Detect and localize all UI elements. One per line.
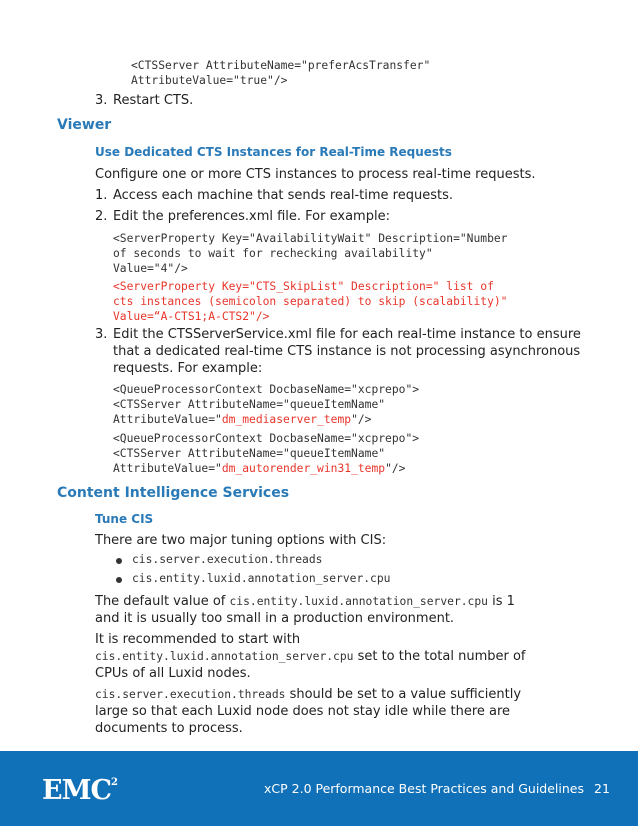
step-number: 2. [95,209,108,224]
bullet-icon [116,558,122,564]
text: should be set to a value sufficiently [285,687,522,702]
code-line-highlight: <ServerProperty Key="CTS_SkipList" Description=" list of [113,280,494,293]
section-heading-viewer: Viewer [57,117,112,133]
code-value-highlight: dm_mediaserver_temp [221,413,352,426]
code-line: <CTSServer AttributeName="queueItemName" [113,447,386,460]
code-line: <QueueProcessorContext DocbaseName="xcprepo"> [113,383,420,396]
text: is 1 [487,594,515,609]
code-line: Value="4"/> [113,262,188,275]
subsection-heading: Tune CIS [95,512,154,526]
page-number: 21 [594,781,610,796]
inline-code: cis.entity.luxid.annotation_server.cpu [95,650,354,663]
code-line: <QueueProcessorContext DocbaseName="xcprepo"> [113,432,420,445]
step-text: Edit the CTSServerService.xml file for each real-time instance to ensure [113,327,581,342]
step-number: 1. [95,188,108,203]
paragraph-line: It is recommended to start with [95,632,301,647]
code-value-highlight: dm_autorender_win31_temp [221,462,386,475]
step-text: requests. For example: [113,361,263,376]
code-line: <CTSServer AttributeName="preferAcsTransfer" [131,59,431,72]
code-line: of seconds to wait for rechecking availability" [113,247,433,260]
step-text: Restart CTS. [113,93,194,108]
text: The default value of [95,594,230,609]
paragraph: There are two major tuning options with CIS: [95,533,387,548]
paragraph [95,593,515,610]
bullet-icon [116,577,122,583]
code-line-highlight: Value=“A-CTS1;A-CTS2"/> [113,310,270,323]
code-line: AttributeValue="true"/> [131,74,288,87]
step-text: Access each machine that sends real-time requests. [113,188,453,203]
bullet-item: cis.entity.luxid.annotation_server.cpu [132,572,391,585]
code-line [113,461,405,476]
paragraph-line: large so that each Luxid node does not stay idle while there are [95,704,511,719]
inline-code: cis.entity.luxid.annotation_server.cpu [229,595,488,608]
bullet-item: cis.server.execution.threads [132,553,323,566]
emc-logo [42,772,118,806]
paragraph [95,648,526,665]
code-line: <ServerProperty Key="AvailabilityWait" Description="Number [113,232,508,245]
logo-text: EMC [42,775,111,806]
logo-superscript: 2 [110,777,118,788]
step-text: that a dedicated real-time CTS instance is not processing asynchronous [113,344,581,359]
inline-code: cis.server.execution.threads [95,688,286,701]
paragraph-line: documents to process. [95,721,243,736]
code-text: "/> [351,413,372,426]
step-text: Edit the preferences.xml file. For example: [113,209,390,224]
code-text: AttributeValue=" [113,413,222,426]
page-footer [0,751,638,826]
step-number: 3. [95,93,108,108]
subsection-heading: Use Dedicated CTS Instances for Real-Time Requests [95,145,452,159]
paragraph [95,686,521,703]
text: set to the total number of [353,649,526,664]
code-line: <CTSServer AttributeName="queueItemName" [113,398,386,411]
code-text: AttributeValue=" [113,462,222,475]
footer-title: xCP 2.0 Performance Best Practices and Guidelines [264,781,585,796]
code-line [113,412,371,427]
step-number: 3. [95,327,108,342]
code-text: "/> [385,462,406,475]
paragraph: Configure one or more CTS instances to process real-time requests. [95,167,536,182]
paragraph-line: CPUs of all Luxid nodes. [95,666,251,681]
section-heading-cis: Content Intelligence Services [57,485,290,501]
paragraph-line: and it is usually too small in a production environment. [95,611,455,626]
code-line-highlight: cts instances (semicolon separated) to skip (scalability)" [113,295,508,308]
